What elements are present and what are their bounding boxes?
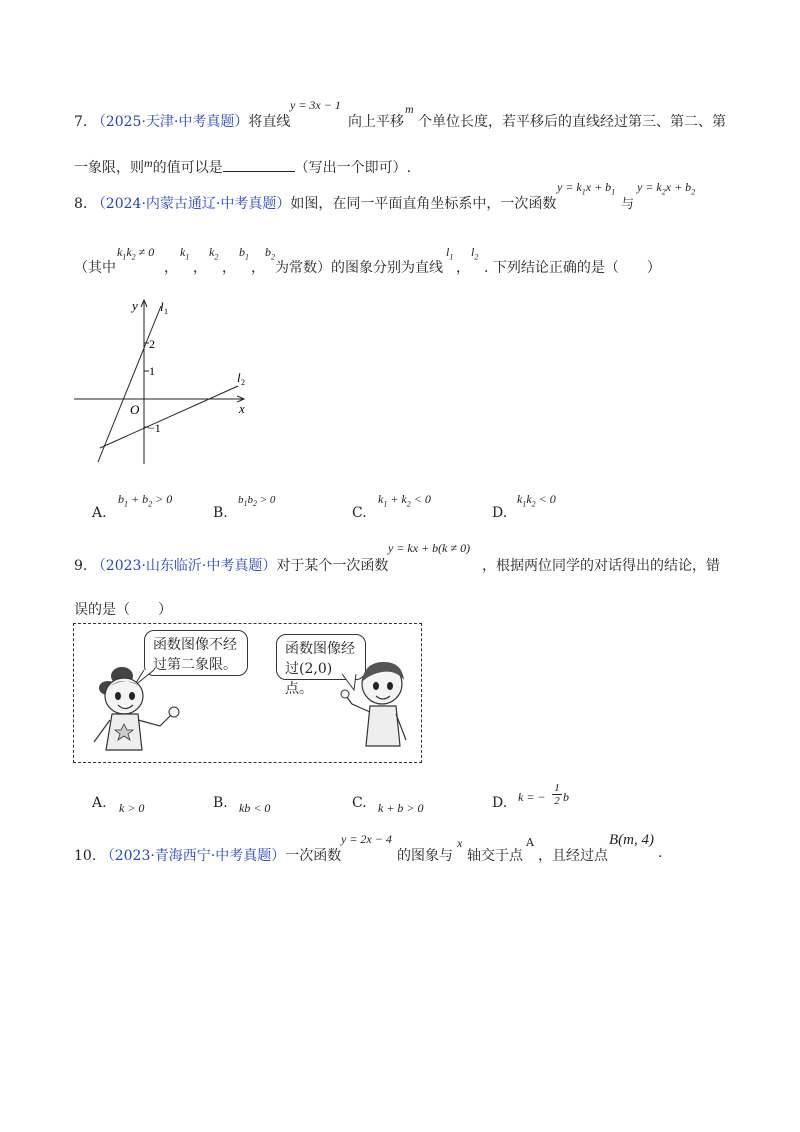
girl-bubble-line1: 函数图像不经 (153, 637, 237, 653)
l1-label: l (160, 299, 164, 314)
q8-number: 8. (74, 196, 88, 212)
q8-condition: $k_1k_2 \ne 0$ (117, 245, 155, 262)
q8-option-b[interactable]: $b_1b_2 > 0$ (238, 494, 276, 509)
q9-line1 (74, 555, 388, 575)
q8-comma3: ， (222, 260, 236, 276)
q9-number: 9. (74, 558, 88, 574)
x-axis-label: x (239, 401, 245, 416)
q10-line1 (74, 845, 341, 865)
q7-m2: m (144, 156, 153, 170)
q10-source: （2023·青海西宁·中考真题） (100, 848, 286, 864)
fraction-denominator: 2 (552, 794, 562, 807)
q7-text3: 个单位长度，若平移后的直线经过第三、第二、第 (418, 114, 726, 130)
q9-text2: ，根据两位同学的对话得出的结论，错 (482, 558, 720, 574)
q9-option-a-label[interactable]: A. (92, 795, 107, 811)
q9-option-d-label[interactable]: D. (492, 795, 508, 811)
q10-A: A (526, 836, 534, 849)
q9-source: （2023·山东临沂·中考真题） (91, 558, 277, 574)
boy-bubble-line2: 过(2,0)点。 (285, 661, 333, 697)
q8-line2a: （其中 (74, 260, 116, 276)
q7-number: 7. (74, 114, 88, 130)
q10-end: . (658, 845, 663, 861)
q9-line2: 误的是（ ） (74, 602, 172, 618)
q8-option-c-label[interactable]: C. (352, 505, 367, 521)
q9-option-c[interactable]: k + b > 0 (378, 801, 424, 815)
boy-cartoon-image (336, 654, 420, 760)
q8-comma1: ， (164, 260, 178, 276)
q8-comma2: ， (193, 260, 207, 276)
line-l1 (98, 306, 161, 462)
q7-answer-blank[interactable] (223, 159, 295, 172)
q9-option-a[interactable]: k > 0 (119, 801, 145, 815)
q7-line2a: 一象限，则 (74, 160, 144, 176)
q9-option-d-fraction (552, 782, 562, 807)
q8-func1: $y = k_1x + b_1$ (557, 180, 616, 197)
l2-sub: 2 (241, 378, 245, 387)
q9-option-c-label[interactable]: C. (352, 795, 367, 811)
q8-source: （2024·内蒙古通辽·中考真题） (91, 196, 291, 212)
l2-label: l (237, 370, 241, 385)
tick-label-minus1: −1 (148, 421, 161, 435)
girl-cartoon-image (80, 660, 190, 760)
tick-label-2: 2 (149, 337, 155, 351)
q8-and: 与 (621, 197, 635, 212)
q9-text1: 对于某个一次函数 (276, 558, 389, 574)
y-axis-label: y (132, 298, 138, 313)
q9-option-b-label[interactable]: B. (213, 795, 228, 811)
q8-b2: $b_2$ (265, 245, 275, 262)
q7-text2: 向上平移 (348, 114, 404, 130)
q10-x: x (457, 836, 463, 850)
girl-bubble-line2: 过第二象限。 (153, 657, 237, 673)
q8-option-a[interactable]: $b_1 + b_2 > 0$ (118, 492, 173, 509)
q8-k1: $k_1$ (180, 245, 190, 262)
q7-line2c: （写出一个即可）. (294, 160, 412, 176)
q7-equation: y = 3x − 1 (290, 98, 341, 112)
q7-m: m (405, 102, 414, 116)
q8-option-d[interactable]: $k_1k_2 < 0$ (517, 492, 556, 509)
l1-sub: 1 (164, 307, 168, 316)
q7-text1: 将直线 (248, 114, 291, 130)
q10-text2: 的图象与 (397, 848, 453, 864)
origin-label: O (130, 402, 140, 417)
q10-number: 10. (74, 848, 97, 864)
q7-line2b: 的值可以是 (152, 160, 223, 176)
q10-text3: 轴交于点 (467, 848, 523, 864)
q10-B: B(m, 4) (609, 832, 654, 848)
q7-line2 (74, 157, 411, 177)
q9-option-b[interactable]: kb < 0 (239, 801, 271, 815)
q8-option-b-label[interactable]: B. (213, 505, 228, 521)
q8-option-a-label[interactable]: A. (92, 505, 107, 521)
q8-b1: $b_1$ (239, 245, 249, 262)
q8-line2c: . 下列结论正确的是（ ） (484, 260, 661, 276)
q8-line2b: 为常数）的图象分别为直线 (275, 260, 443, 276)
q8-comma5: ， (456, 260, 470, 276)
q10-text4: ，且经过点 (538, 848, 608, 864)
line-l2 (100, 386, 238, 448)
q8-line1 (74, 193, 556, 213)
tick-label-1: 1 (149, 364, 155, 378)
q8-l2: $l_2$ (471, 245, 479, 262)
q8-l1: $l_1$ (446, 245, 454, 262)
q8-text1: 如图，在同一平面直角坐标系中，一次函数 (290, 196, 557, 212)
q7-line1 (74, 111, 290, 131)
boy-bubble-line1: 函数图像经 (285, 641, 355, 657)
q7-source: （2025·天津·中考真题） (91, 114, 249, 130)
q9-equation: y = kx + b(k ≠ 0) (388, 541, 471, 555)
q8-option-d-label[interactable]: D. (492, 505, 508, 521)
q8-k2: $k_2$ (209, 245, 219, 262)
q8-func2: $y = k_2x + b_2$ (637, 180, 696, 197)
q8-comma4: ， (251, 260, 265, 276)
q9-option-d-tail: b (563, 790, 569, 804)
q10-equation: y = 2x − 4 (341, 832, 392, 846)
q8-option-c[interactable]: $k_1 + k_2 < 0$ (378, 492, 431, 509)
coordinate-graph (68, 292, 258, 472)
dialog-box (73, 623, 422, 763)
q9-option-d[interactable]: k = − (518, 790, 546, 804)
q10-text1: 一次函数 (285, 848, 342, 864)
fraction-numerator: 1 (554, 782, 560, 794)
